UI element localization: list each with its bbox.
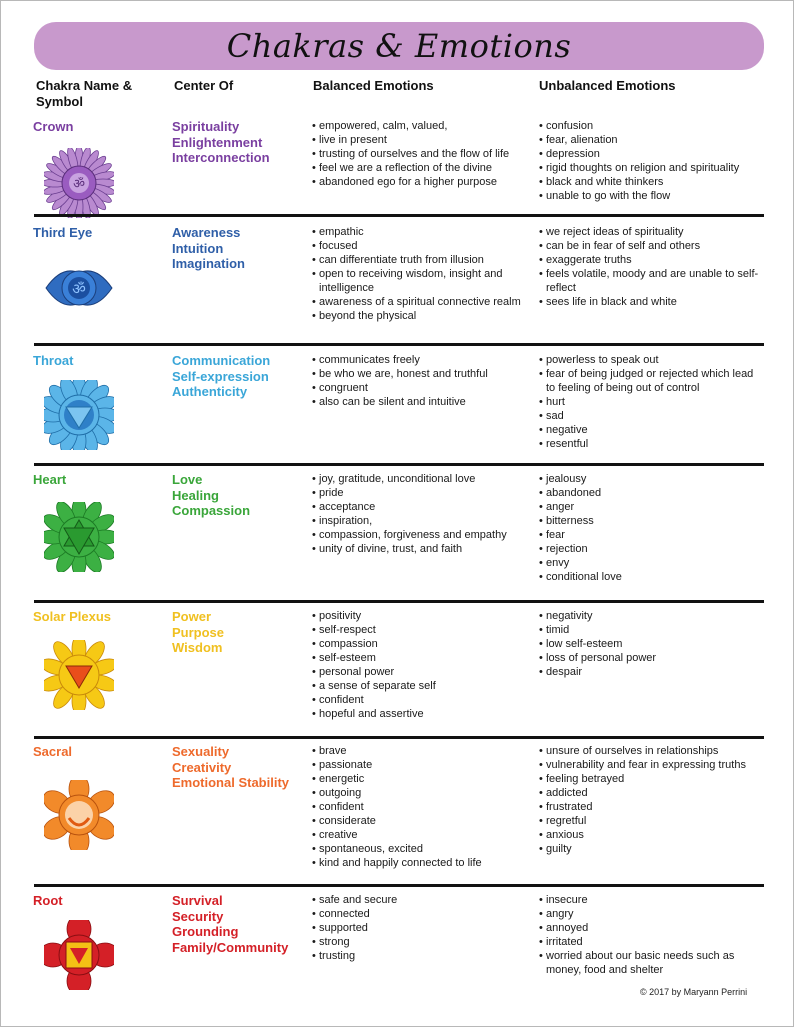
center-of-item: Awareness [172, 225, 241, 240]
emotion-item: • considerate [312, 814, 530, 828]
emotion-item: • safe and secure [312, 893, 530, 907]
emotion-item: • unsure of ourselves in relationships [539, 744, 761, 758]
emotion-item: • timid [539, 623, 761, 637]
emotion-item: • acceptance [312, 500, 530, 514]
unbalanced-emotions-list [539, 609, 761, 679]
emotion-item: • resentful [539, 437, 761, 451]
emotion-item: • negativity [539, 609, 761, 623]
emotion-item: • supported [312, 921, 530, 935]
page-title: Chakras & Emotions [226, 27, 572, 65]
header-unbalanced: Unbalanced Emotions [539, 78, 676, 93]
center-of-item: Security [172, 908, 224, 924]
center-of-item: Interconnection [172, 150, 270, 166]
balanced-emotions-list [312, 472, 530, 556]
svg-text:ॐ: ॐ [72, 280, 86, 298]
emotion-item: • powerless to speak out [539, 353, 761, 367]
emotion-item: • hurt [539, 395, 761, 409]
center-of-item: Wisdom [172, 640, 223, 656]
emotion-item: • joy, gratitude, unconditional love [312, 472, 530, 486]
emotion-item: • abandoned ego for a higher purpose [312, 175, 530, 189]
emotion-item: • congruent [312, 381, 530, 395]
emotion-item: • feels volatile, moody and are unable to self-reflect [539, 267, 761, 295]
emotion-item: • pride [312, 486, 530, 500]
center-of-item: Emotional Stability [172, 775, 290, 791]
emotion-item: • insecure [539, 893, 761, 907]
emotion-item: • anger [539, 500, 761, 514]
emotion-item: • exaggerate truths [539, 253, 761, 267]
center-of-list [172, 893, 288, 955]
center-of-item: Family/Community [172, 939, 289, 955]
emotion-item: • empathic [312, 225, 530, 239]
emotion-item: • strong [312, 935, 530, 949]
emotion-item: • spontaneous, excited [312, 842, 530, 856]
emotion-item: • can differentiate truth from illusion [312, 253, 530, 267]
emotion-item: • conditional love [539, 570, 761, 584]
emotion-item: • fear, alienation [539, 133, 761, 147]
center-of-item: Self-expression [172, 368, 269, 384]
solar-plexus-chakra-icon [44, 640, 114, 710]
header-center-of: Center Of [174, 78, 234, 93]
center-of-item: Healing [172, 487, 219, 503]
emotion-item: • connected [312, 907, 530, 921]
emotion-item: • creative [312, 828, 530, 842]
header-balanced: Balanced Emotions [313, 78, 434, 93]
emotion-item: • personal power [312, 665, 530, 679]
emotion-item: • empowered, calm, valued, [312, 119, 530, 133]
row-divider [34, 884, 764, 887]
emotion-item: • negative [539, 423, 761, 437]
unbalanced-emotions-list [539, 893, 761, 977]
emotion-item: • unable to go with the flow [539, 189, 761, 203]
emotion-item: • feeling betrayed [539, 772, 761, 786]
emotion-item: • kind and happily connected to life [312, 856, 530, 870]
balanced-emotions-list [312, 119, 530, 189]
center-of-item: Creativity [172, 759, 232, 775]
emotion-item: • compassion, forgiveness and empathy [312, 528, 530, 542]
emotion-item: • confident [312, 800, 530, 814]
emotion-item: • unity of divine, trust, and faith [312, 542, 530, 556]
emotion-item: • positivity [312, 609, 530, 623]
emotion-item: • passionate [312, 758, 530, 772]
emotion-item: • vulnerability and fear in expressing truths [539, 758, 761, 772]
emotion-item: • be who we are, honest and truthful [312, 367, 530, 381]
emotion-item: • fear of being judged or rejected which lead to feeling of being out of control [539, 367, 761, 395]
chakra-name: Root [33, 893, 63, 908]
unbalanced-emotions-list [539, 119, 761, 203]
emotion-item: • angry [539, 907, 761, 921]
heart-chakra-icon [44, 502, 114, 572]
emotion-item: • self-respect [312, 623, 530, 637]
emotion-item: • feel we are a reflection of the divine [312, 161, 530, 175]
row-divider [34, 600, 764, 603]
center-of-item: Authenticity [172, 384, 248, 400]
emotion-item: • inspiration, [312, 514, 530, 528]
emotion-item: • compassion [312, 637, 530, 651]
emotion-item: • communicates freely [312, 353, 530, 367]
emotion-item: • rigid thoughts on religion and spirituality [539, 161, 761, 175]
emotion-item: • loss of personal power [539, 651, 761, 665]
center-of-list [172, 609, 224, 656]
emotion-item: • trusting [312, 949, 530, 963]
emotion-item: • awareness of a spiritual connective realm [312, 295, 530, 309]
emotion-item: • beyond the physical [312, 309, 530, 323]
center-of-item: Love [172, 472, 203, 487]
emotion-item: • frustrated [539, 800, 761, 814]
row-divider [34, 463, 764, 466]
emotion-item: • abandoned [539, 486, 761, 500]
row-divider [34, 736, 764, 739]
center-of-item: Communication [172, 353, 271, 368]
unbalanced-emotions-list [539, 353, 761, 451]
emotion-item: • jealousy [539, 472, 761, 486]
balanced-emotions-list [312, 893, 530, 963]
center-of-list [172, 119, 270, 166]
emotion-item: • black and white thinkers [539, 175, 761, 189]
chakra-name: Throat [33, 353, 74, 368]
sacral-chakra-icon [44, 780, 114, 850]
center-of-list [172, 225, 245, 272]
emotion-item: • irritated [539, 935, 761, 949]
row-divider [34, 343, 764, 346]
center-of-item: Grounding [172, 924, 239, 940]
emotion-item: • envy [539, 556, 761, 570]
center-of-item: Intuition [172, 240, 224, 256]
emotion-item: • open to receiving wisdom, insight and intelligence [312, 267, 530, 295]
emotion-item: • depression [539, 147, 761, 161]
row-divider [34, 214, 764, 217]
center-of-item: Spirituality [172, 119, 240, 134]
emotion-item: • addicted [539, 786, 761, 800]
emotion-item: • outgoing [312, 786, 530, 800]
emotion-item: • annoyed [539, 921, 761, 935]
emotion-item: • sees life in black and white [539, 295, 761, 309]
emotion-item: • fear [539, 528, 761, 542]
emotion-item: • low self-esteem [539, 637, 761, 651]
chakra-name: Solar Plexus [33, 609, 112, 624]
emotion-item: • energetic [312, 772, 530, 786]
throat-chakra-icon [44, 380, 114, 450]
chakra-name: Crown [33, 119, 74, 134]
chakra-name: Third Eye [33, 225, 93, 240]
title-banner [34, 22, 764, 70]
emotion-item: • focused [312, 239, 530, 253]
center-of-item: Enlightenment [172, 134, 263, 150]
svg-text:ॐ: ॐ [73, 177, 85, 192]
emotion-item: • trusting of ourselves and the flow of life [312, 147, 530, 161]
emotion-item: • rejection [539, 542, 761, 556]
center-of-item: Survival [172, 893, 223, 908]
emotion-item: • anxious [539, 828, 761, 842]
unbalanced-emotions-list [539, 472, 761, 584]
root-chakra-icon [44, 920, 114, 990]
center-of-item: Compassion [172, 503, 251, 519]
center-of-list [172, 744, 289, 791]
emotion-item: • brave [312, 744, 530, 758]
chakra-name: Heart [33, 472, 67, 487]
emotion-item: • guilty [539, 842, 761, 856]
unbalanced-emotions-list [539, 744, 761, 856]
emotion-item: • also can be silent and intuitive [312, 395, 530, 409]
center-of-item: Power [172, 609, 212, 624]
unbalanced-emotions-list [539, 225, 761, 309]
emotion-item: • confident [312, 693, 530, 707]
center-of-list [172, 353, 270, 400]
emotion-item: • we reject ideas of spirituality [539, 225, 761, 239]
emotion-item: • can be in fear of self and others [539, 239, 761, 253]
emotion-item: • confusion [539, 119, 761, 133]
emotion-item: • sad [539, 409, 761, 423]
emotion-item: • bitterness [539, 514, 761, 528]
balanced-emotions-list [312, 744, 530, 870]
chakra-name: Sacral [33, 744, 73, 759]
center-of-item: Purpose [172, 624, 225, 640]
emotion-item: • live in present [312, 133, 530, 147]
copyright-notice: © 2017 by Maryann Perrini [640, 987, 748, 997]
center-of-item: Imagination [172, 256, 245, 272]
balanced-emotions-list [312, 225, 530, 323]
balanced-emotions-list [312, 609, 530, 721]
emotion-item: • worried about our basic needs such as money, food and shelter [539, 949, 761, 977]
emotion-item: • a sense of separate self [312, 679, 530, 693]
third-eye-chakra-icon [44, 253, 114, 323]
header-chakra-name: Chakra Name & Symbol [36, 78, 133, 109]
center-of-item: Sexuality [172, 744, 230, 759]
center-of-list [172, 472, 250, 519]
crown-chakra-icon [44, 148, 114, 218]
emotion-item: • self-esteem [312, 651, 530, 665]
emotion-item: • hopeful and assertive [312, 707, 530, 721]
emotion-item: • despair [539, 665, 761, 679]
balanced-emotions-list [312, 353, 530, 409]
emotion-item: • regretful [539, 814, 761, 828]
